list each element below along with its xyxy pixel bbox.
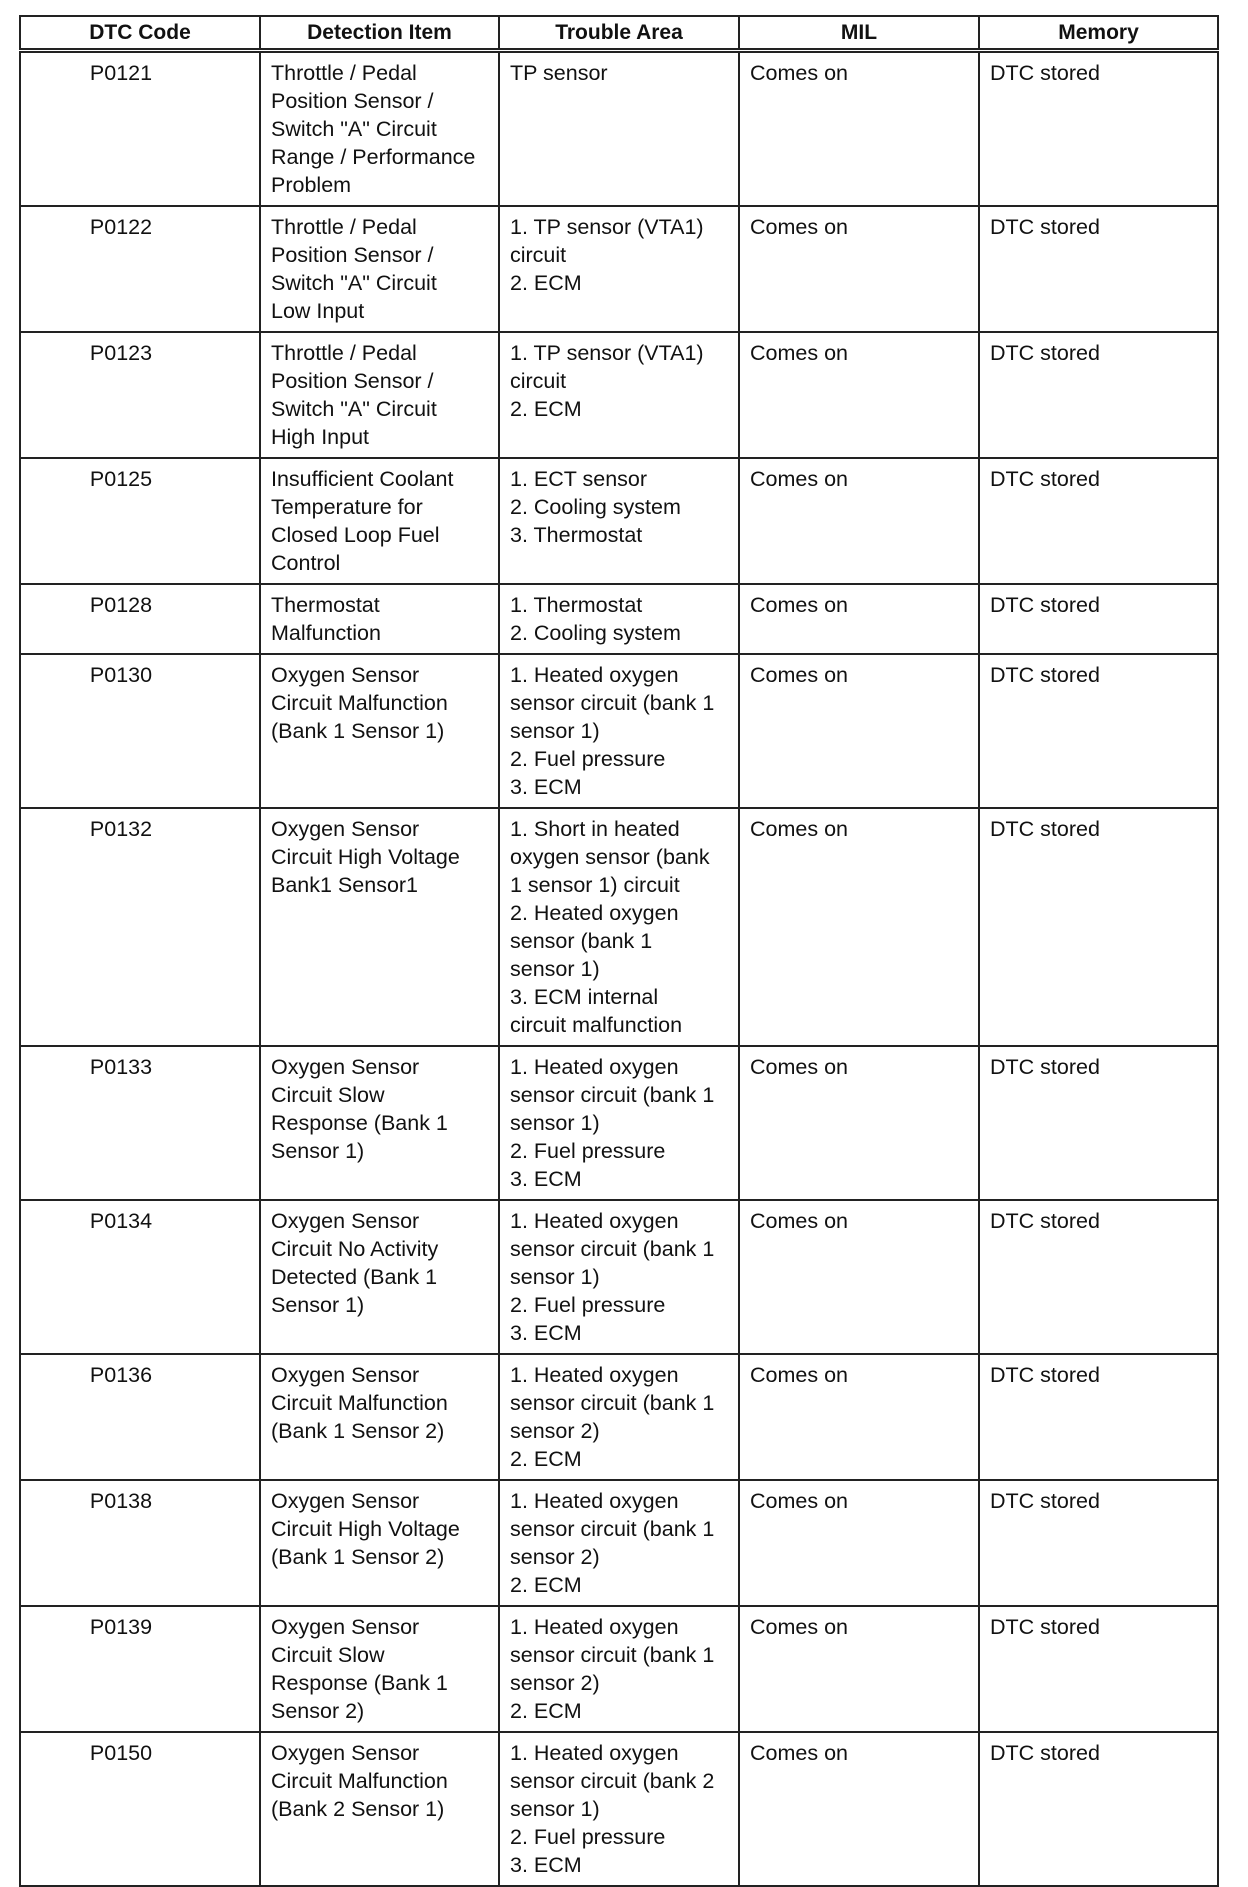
- trouble-area-cell: 1. Short in heated oxygen sensor (bank 1 sensor 1) circuit 2. Heated oxygen sensor (bank 1 sensor 1) 3. ECM internal circuit malfunction: [499, 808, 739, 1046]
- table-row: [20, 808, 1218, 1046]
- mil-cell: Comes on: [739, 654, 979, 808]
- detection-item-cell: Insufficient Coolant Temperature for Closed Loop Fuel Control: [260, 458, 499, 584]
- memory-cell: DTC stored: [979, 1732, 1218, 1886]
- memory-cell: DTC stored: [979, 458, 1218, 584]
- detection-item-cell: Oxygen Sensor Circuit Slow Response (Bank 1 Sensor 2): [260, 1606, 499, 1732]
- table-row: [20, 1200, 1218, 1354]
- trouble-area-cell: TP sensor: [499, 51, 739, 207]
- dtc-code-cell: P0138: [20, 1480, 260, 1606]
- trouble-area-cell: 1. Thermostat 2. Cooling system: [499, 584, 739, 654]
- trouble-area-cell: 1. TP sensor (VTA1) circuit 2. ECM: [499, 332, 739, 458]
- trouble-area-cell: 1. Heated oxygen sensor circuit (bank 1 sensor 2) 2. ECM: [499, 1354, 739, 1480]
- trouble-area-cell: 1. Heated oxygen sensor circuit (bank 2 sensor 1) 2. Fuel pressure 3. ECM: [499, 1732, 739, 1886]
- memory-cell: DTC stored: [979, 51, 1218, 207]
- memory-cell: DTC stored: [979, 332, 1218, 458]
- table-row: [20, 1480, 1218, 1606]
- table-row: [20, 1046, 1218, 1200]
- trouble-area-cell: 1. Heated oxygen sensor circuit (bank 1 sensor 2) 2. ECM: [499, 1606, 739, 1732]
- memory-cell: DTC stored: [979, 654, 1218, 808]
- dtc-code-cell: P0134: [20, 1200, 260, 1354]
- trouble-area-cell: 1. Heated oxygen sensor circuit (bank 1 sensor 1) 2. Fuel pressure 3. ECM: [499, 654, 739, 808]
- detection-item-cell: Throttle / Pedal Position Sensor / Switch "A" Circuit High Input: [260, 332, 499, 458]
- trouble-area-cell: 1. Heated oxygen sensor circuit (bank 1 sensor 2) 2. ECM: [499, 1480, 739, 1606]
- mil-cell: Comes on: [739, 458, 979, 584]
- dtc-table: [19, 15, 1219, 1887]
- mil-cell: Comes on: [739, 1606, 979, 1732]
- table-row: [20, 1732, 1218, 1886]
- memory-cell: DTC stored: [979, 1354, 1218, 1480]
- dtc-code-cell: P0122: [20, 206, 260, 332]
- memory-cell: DTC stored: [979, 1200, 1218, 1354]
- mil-cell: Comes on: [739, 1480, 979, 1606]
- detection-item-cell: Throttle / Pedal Position Sensor / Switch "A" Circuit Low Input: [260, 206, 499, 332]
- header-row: [20, 16, 1218, 51]
- detection-item-cell: Thermostat Malfunction: [260, 584, 499, 654]
- header-mil: MIL: [739, 16, 979, 51]
- table-body: [20, 51, 1218, 1887]
- mil-cell: Comes on: [739, 1354, 979, 1480]
- memory-cell: DTC stored: [979, 1480, 1218, 1606]
- mil-cell: Comes on: [739, 1732, 979, 1886]
- table-row: [20, 584, 1218, 654]
- detection-item-cell: Oxygen Sensor Circuit Malfunction (Bank 2 Sensor 1): [260, 1732, 499, 1886]
- detection-item-cell: Oxygen Sensor Circuit High Voltage (Bank 1 Sensor 2): [260, 1480, 499, 1606]
- header-memory: Memory: [979, 16, 1218, 51]
- memory-cell: DTC stored: [979, 206, 1218, 332]
- dtc-code-cell: P0133: [20, 1046, 260, 1200]
- table-row: [20, 458, 1218, 584]
- header-trouble-area: Trouble Area: [499, 16, 739, 51]
- trouble-area-cell: 1. ECT sensor 2. Cooling system 3. Thermostat: [499, 458, 739, 584]
- dtc-code-cell: P0132: [20, 808, 260, 1046]
- detection-item-cell: Throttle / Pedal Position Sensor / Switch "A" Circuit Range / Performance Problem: [260, 51, 499, 207]
- dtc-code-cell: P0125: [20, 458, 260, 584]
- mil-cell: Comes on: [739, 808, 979, 1046]
- mil-cell: Comes on: [739, 206, 979, 332]
- memory-cell: DTC stored: [979, 1046, 1218, 1200]
- dtc-code-cell: P0139: [20, 1606, 260, 1732]
- trouble-area-cell: 1. TP sensor (VTA1) circuit 2. ECM: [499, 206, 739, 332]
- table-header: [20, 16, 1218, 51]
- header-dtc-code: DTC Code: [20, 16, 260, 51]
- header-detection-item: Detection Item: [260, 16, 499, 51]
- dtc-code-cell: P0150: [20, 1732, 260, 1886]
- memory-cell: DTC stored: [979, 1606, 1218, 1732]
- table-row: [20, 332, 1218, 458]
- dtc-code-cell: P0123: [20, 332, 260, 458]
- table-row: [20, 1354, 1218, 1480]
- table-row: [20, 654, 1218, 808]
- mil-cell: Comes on: [739, 332, 979, 458]
- dtc-code-cell: P0130: [20, 654, 260, 808]
- detection-item-cell: Oxygen Sensor Circuit Malfunction (Bank 1 Sensor 2): [260, 1354, 499, 1480]
- dtc-code-cell: P0128: [20, 584, 260, 654]
- mil-cell: Comes on: [739, 584, 979, 654]
- table-row: [20, 51, 1218, 207]
- memory-cell: DTC stored: [979, 808, 1218, 1046]
- dtc-code-cell: P0121: [20, 51, 260, 207]
- table-row: [20, 1606, 1218, 1732]
- detection-item-cell: Oxygen Sensor Circuit High Voltage Bank1 Sensor1: [260, 808, 499, 1046]
- mil-cell: Comes on: [739, 1046, 979, 1200]
- detection-item-cell: Oxygen Sensor Circuit No Activity Detected (Bank 1 Sensor 1): [260, 1200, 499, 1354]
- detection-item-cell: Oxygen Sensor Circuit Malfunction (Bank 1 Sensor 1): [260, 654, 499, 808]
- detection-item-cell: Oxygen Sensor Circuit Slow Response (Bank 1 Sensor 1): [260, 1046, 499, 1200]
- dtc-code-cell: P0136: [20, 1354, 260, 1480]
- mil-cell: Comes on: [739, 1200, 979, 1354]
- trouble-area-cell: 1. Heated oxygen sensor circuit (bank 1 sensor 1) 2. Fuel pressure 3. ECM: [499, 1200, 739, 1354]
- memory-cell: DTC stored: [979, 584, 1218, 654]
- trouble-area-cell: 1. Heated oxygen sensor circuit (bank 1 sensor 1) 2. Fuel pressure 3. ECM: [499, 1046, 739, 1200]
- table-row: [20, 206, 1218, 332]
- mil-cell: Comes on: [739, 51, 979, 207]
